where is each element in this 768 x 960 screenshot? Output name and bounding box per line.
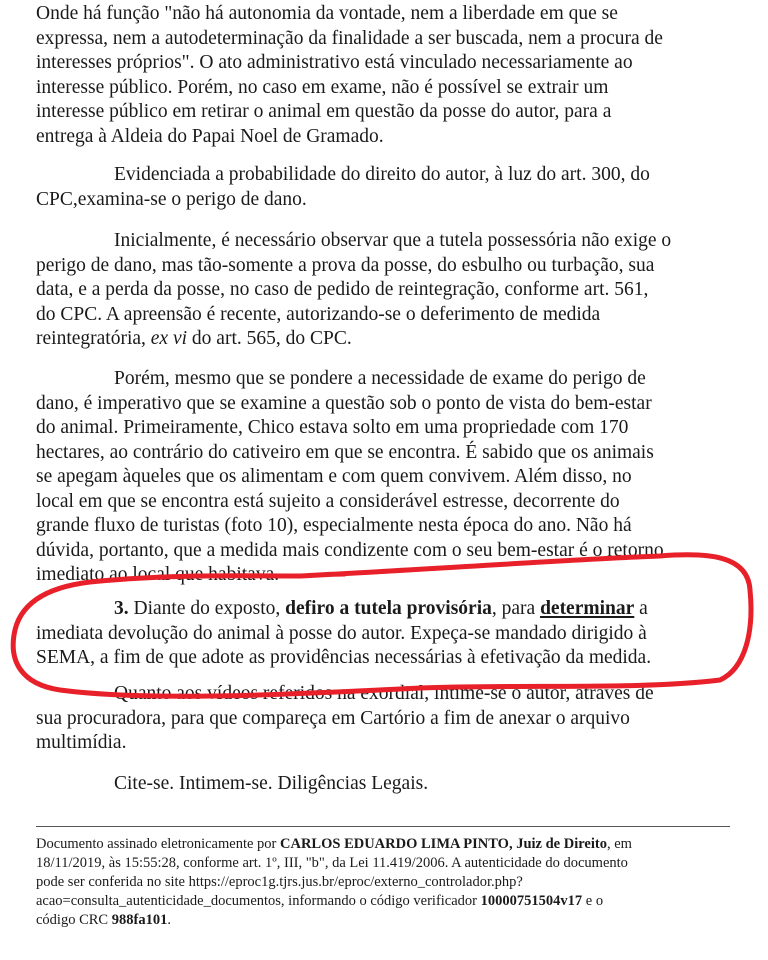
text-line: multimídia. xyxy=(36,732,127,753)
text-line: data, e a perda da posse, no caso de pedido de reintegração, conforme art. 561, xyxy=(36,279,649,300)
text-span: Diante do exposto, xyxy=(128,598,286,619)
text-span: e o xyxy=(582,893,604,909)
underlined-bold-word: determinar xyxy=(540,598,635,619)
text-line: interesse público. Porém, no caso em exame, não é possível se extrair um xyxy=(36,76,609,98)
text-line: expressa, nem a autodeterminação da finalidade a ser buscada, nem a procura de xyxy=(36,27,663,49)
text-line: interesse público em retirar o animal em questão da posse do autor, para a xyxy=(36,101,612,122)
text-line xyxy=(36,327,730,352)
footer-line: 18/11/2019, às 15:55:28, conforme art. 1º, III, "b", da Lei 11.419/2006. A autenticidade do documento xyxy=(36,855,628,871)
bold-phrase: defiro a tutela provisória xyxy=(285,598,492,619)
text-line: do animal. Primeiramente, Chico estava solto em uma propriedade com 170 xyxy=(36,417,629,438)
text-line: hectares, ao contrário do cativeiro em que se encontra. É sabido que os animais xyxy=(36,441,654,463)
text-line: do CPC. A apreensão é recente, autorizando-se o deferimento de medida xyxy=(36,303,601,325)
text-line: local em que se encontra está sujeito a considerável estresse, decorrente do xyxy=(36,490,620,512)
text-span: Documento assinado eletronicamente por xyxy=(36,836,281,852)
paragraph-3 xyxy=(36,229,730,352)
paragraph-decision xyxy=(36,597,730,671)
text-line: Onde há função "não há autonomia da vontade, nem a liberdade em que se xyxy=(36,3,618,24)
text-line: SEMA, a fim de que adote as providências necessárias à efetivação da medida. xyxy=(36,647,652,668)
text-line: Inicialmente, é necessário observar que a tutela possessória não exige o xyxy=(114,230,672,251)
text-line: grande fluxo de turistas (foto 10), especialmente nesta época do ano. Não há xyxy=(36,515,632,536)
text-span: do art. 565, do CPC. xyxy=(187,328,352,349)
text-span: código CRC xyxy=(36,912,112,928)
text-line: dano, é imperativo que se examine a questão sob o ponto de vista do bem-estar xyxy=(36,392,652,414)
text-line: perigo de dano, mas tão-somente a prova da posse, do esbulho ou turbação, sua xyxy=(36,254,655,276)
text-line: entrega à Aldeia do Papai Noel de Gramado. xyxy=(36,125,384,147)
crc-code: 988fa101 xyxy=(111,912,168,928)
text-span: . xyxy=(167,912,171,928)
footer-divider xyxy=(36,826,730,827)
item-number: 3. xyxy=(114,598,129,619)
text-line xyxy=(36,597,730,622)
footer-line xyxy=(36,835,730,854)
text-line: Evidenciada a probabilidade do direito do autor, à luz do art. 300, do xyxy=(114,164,650,185)
text-line: imediata devolução do animal à posse do autor. Expeça-se mandado dirigido à xyxy=(36,622,647,644)
text-line: Porém, mesmo que se pondere a necessidade de exame do perigo de xyxy=(114,368,646,389)
signer-name: CARLOS EDUARDO LIMA PINTO, Juiz de Direito xyxy=(280,836,607,852)
footer-line xyxy=(36,892,730,911)
text-span: acao=consulta_autenticidade_documentos, informando o código verificador xyxy=(36,893,481,909)
text-span: a xyxy=(634,598,648,619)
paragraph-4 xyxy=(36,367,730,588)
text-line: dúvida, portanto, que a medida mais condizente com o seu bem-estar é o retorno xyxy=(36,539,664,561)
latin-phrase: ex vi xyxy=(150,328,188,349)
text-line: Cite-se. Intimem-se. Diligências Legais. xyxy=(114,773,429,794)
footer-line: pode ser conferida no site https://eproc1g.tjrs.jus.br/eproc/externo_controlador.php? xyxy=(36,874,523,890)
text-line: imediato ao local que habitava. xyxy=(36,564,280,585)
text-line: sua procuradora, para que compareça em Cartório a fim de anexar o arquivo xyxy=(36,707,630,729)
paragraph-2 xyxy=(36,163,730,212)
text-span: , para xyxy=(491,598,541,619)
paragraph-1 xyxy=(36,2,730,149)
text-line: interesses próprios". O ato administrativo está vinculado necessariamente ao xyxy=(36,52,633,73)
paragraph-6 xyxy=(36,682,730,756)
text-line: Quanto aos vídeos referidos na exordial, intime-se o autor, através de xyxy=(114,683,654,704)
footer-line xyxy=(36,911,730,930)
text-span: , em xyxy=(606,836,632,852)
text-line: CPC,examina-se o perigo de dano. xyxy=(36,188,307,210)
paragraph-7 xyxy=(36,772,730,797)
verification-code: 10000751504v17 xyxy=(480,893,583,909)
text-span: reintegratória, xyxy=(36,328,151,349)
text-line: se apegam àqueles que os alimentam e com quem convivem. Além disso, no xyxy=(36,466,632,487)
signature-footer xyxy=(36,835,730,930)
